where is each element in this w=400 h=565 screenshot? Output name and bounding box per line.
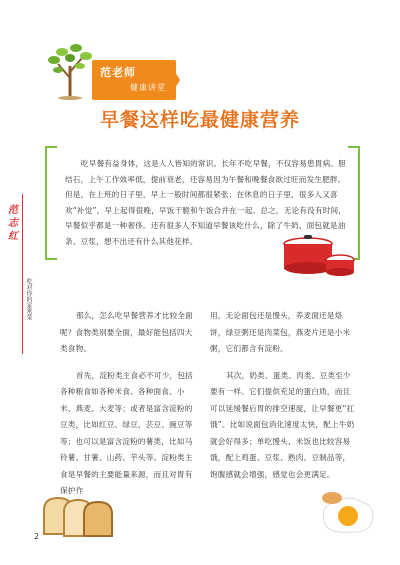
left-column (60, 308, 198, 510)
tree-icon (40, 38, 100, 100)
left-paragraph-2: 首先，淀粉类主食必不可少，包括各种粮食如各种米食、各种面食、小米、燕麦、大麦等；或者是富含淀粉的豆类，比如红豆、绿豆、芸豆、豌豆等等；也可以是富含淀粉的薯类，比如马铃薯、甘薯、山药、芋头等。淀粉类主食是早餐的主要能量来源，而且对胃有保护作 (60, 370, 193, 495)
badge-title: 范老师 (100, 66, 136, 79)
badge-subtitle: 健康讲堂 (130, 83, 166, 92)
page-number: 2 (34, 532, 40, 541)
side-author-name: 范志红 (8, 205, 18, 242)
right-column (210, 308, 358, 493)
right-paragraph-1: 用。无论面包还是馒头，养麦面还是烙饼，绿豆粥还是肉菜包，燕麦片还是小米粥，它们都含有淀粉。 (210, 311, 351, 353)
left-paragraph-1: 那么，怎么吃早餐营养才比较全面呢？食物类别要全面，最好能包括四大类食物。 (60, 311, 193, 353)
side-subtitle: 吃对你的家常菜 (25, 278, 32, 320)
side-column-label (2, 194, 30, 354)
pot-icon (278, 232, 358, 278)
bread-icon (38, 490, 116, 538)
ribbon-tail (168, 60, 180, 100)
badge-ribbon (92, 60, 176, 100)
header-badge (40, 38, 180, 108)
fried-egg-icon (318, 490, 378, 536)
intro-paragraph: 吃早餐有益身体，这是人人皆知的常识。长年不吃早餐，不仅容易患胃病、胆结石，上午工作效率低，提前衰老，还容易因为午餐和晚餐食欲过旺而发生肥胖。但是，在上班的日子里，早上一般时间都很紧张；在休息的日子里，很多人又喜欢“补觉”，早上起得很晚，早饭干脆和午饭合并在一起。总之，无论有没有时间，早餐似乎都是一种奢侈。还有很多人不知道早餐该吃什么，除了牛奶、面包就是油条、豆浆，想不出还有什么其他花样。 (65, 159, 347, 246)
right-paragraph-2: 其次，奶类、蛋类、肉类、豆类至少要有一样。它们提供充足的蛋白质，而且可以延缓餐后胃的排空速度，让早餐更“扛饿”。比如说面包消化速度太快，配上牛奶就会好得多；单吃馒头、米饭也比较容易饿，配上鸡蛋、豆浆、熟肉、豆制品等，饱腹感就会增强，感觉也会更满足。 (210, 370, 355, 479)
page-title: 早餐这样吃最健康营养 (99, 109, 300, 131)
